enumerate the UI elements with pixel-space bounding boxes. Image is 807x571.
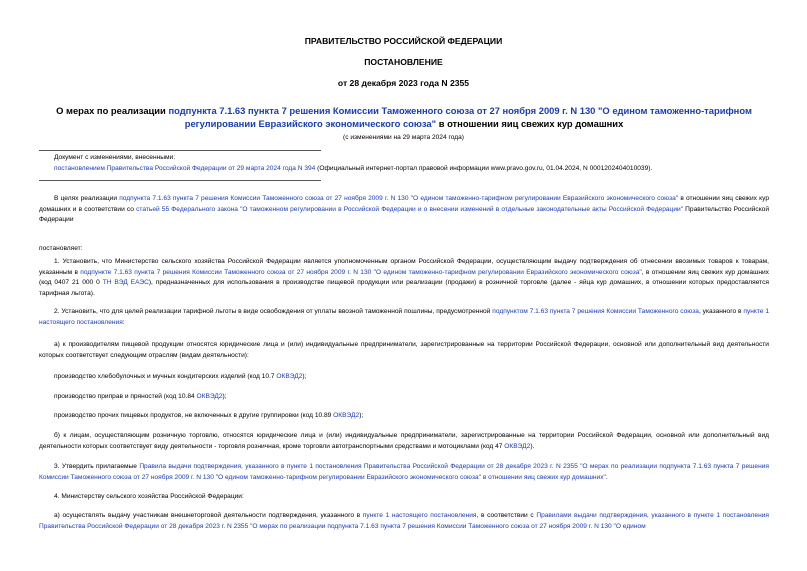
changes-block xyxy=(39,153,769,174)
bakery-item xyxy=(39,372,769,383)
changes-source xyxy=(39,164,769,175)
p2-text-1: 2. Установить, что для целей реализации тарифной льготы в виде освобождения от уплаты ввозной таможенной пошлины, предусмотренной xyxy=(54,308,493,315)
p3-text-1: 3. Утвердить прилагаемые xyxy=(54,463,140,470)
bakery-text: производство хлебобулочных и мучных кондитерских изделий (код 10.7 xyxy=(54,373,277,380)
preamble-text-2: в отношении яиц свежих кур домашних и в соответствии со xyxy=(39,195,769,213)
preamble-link-2[interactable]: статьей 55 Федерального закона "О таможенном регулировании в Российской Федерации и о внесении изменений в отдельные законодательные акты Российской Федерации" xyxy=(136,205,684,213)
bakery-close: ); xyxy=(302,373,307,380)
amendment-link[interactable]: постановлением Правительства Российской Федерации от 29 марта 2024 года N 394 xyxy=(54,164,316,172)
spices-okved-link[interactable]: ОКВЭД2 xyxy=(196,393,223,400)
p2-text-2: , указанного в xyxy=(698,308,744,315)
p3-rules-link[interactable]: Правила выдачи подтверждения, указанного в пункте 1 постановления Правительства Российской Федерации от 28 декабря 2023 г. N 2355 "О мерах по реализации подпункта 7.1.63 пункта 7 решения Комиссии Таможенного союза от 27 ноября 2009 г. N 130 "О едином таможенно-тарифном регулировании Евразийского экономического союза" в отношении яиц свежих кур домашних" xyxy=(39,463,769,481)
paragraph-3 xyxy=(39,462,769,483)
preamble-paragraph xyxy=(39,194,769,226)
p2-text-3: : xyxy=(122,318,125,326)
preamble-link-1[interactable]: подпункта 7.1.63 пункта 7 решения Комиссии Таможенного союза от 27 ноября 2009 г. N 130 "О едином таможенно-тарифном регулировании Евразийского экономического союза" xyxy=(119,195,679,202)
title-suffix: в отношении яиц свежих кур домашних xyxy=(436,118,624,129)
p3-text-2: . xyxy=(605,473,608,481)
bakery-okved-link[interactable]: ОКВЭД2 xyxy=(276,373,303,380)
p2b-text: б) к лицам, осуществляющим розничную торговлю, относятся юридические лица и (или) индивидуальные предприниматели, зарегистрированные на территории Российской Федерации, основной или дополнительный вид деятельности которых соответствует виду деятельности - торговля розничная, кроме торговли автотранспортными средствами и мотоциклами (код 47 xyxy=(39,432,769,450)
title-link[interactable]: подпункта 7.1.63 пункта 7 решения Комиссии Таможенного союза от 27 ноября 2009 г. N 130 "О едином таможенно-тарифном регулировании Евразийского экономического союза" xyxy=(168,105,752,129)
changes-note: (с изменениями на 29 марта 2024 года) xyxy=(343,134,464,141)
divider-top xyxy=(39,150,321,151)
paragraph-4: 4. Министерству сельского хозяйства Российской Федерации: xyxy=(54,493,244,500)
preamble-text-1: В целях реализации xyxy=(54,195,120,202)
title-prefix: О мерах по реализации xyxy=(56,105,169,116)
paragraph-2 xyxy=(39,307,769,328)
spices-close: ); xyxy=(222,393,227,400)
p1-link-1[interactable]: подпункте 7.1.63 пункта 7 решения Комиссии Таможенного союза от 27 ноября 2009 г. N 130 "О едином таможенно-тарифном регулировании Евразийского экономического союза" xyxy=(80,268,642,276)
preamble-text-3: Правительство Российской Федерации xyxy=(39,205,770,224)
amendment-source: (Официальный интернет-портал правовой информации www.pravo.gov.ru, 01.04.2024, N 0001202404010039). xyxy=(315,164,653,172)
p1-text-1: 1. Установить, что Министерство сельского хозяйства Российской Федерации является уполномоченным органом Российской Федерации, осуществляющим выдачу подтверждения об отнесении ввозимых товаров к товарам, указанным в xyxy=(39,258,769,276)
p2b-okved-link[interactable]: ОКВЭД2 xyxy=(504,442,531,450)
other-okved-link[interactable]: ОКВЭД2 xyxy=(333,412,360,419)
p1-link-2[interactable]: ТН ВЭД ЕАЭС xyxy=(102,279,149,287)
divider-bottom xyxy=(39,180,321,181)
p4a-text-2: , в соответствии с xyxy=(476,512,537,519)
other-item xyxy=(39,411,769,422)
paragraph-2a: а) к производителям пищевой продукции относятся юридические лица и (или) индивидуальные предприниматели, зарегистрированные на территории Российской Федерации, основной или дополнительный вид деятельности которых соответствует следующим отраслям (видам деятельности): xyxy=(39,341,769,359)
spices-item xyxy=(39,392,769,403)
document-title xyxy=(34,104,774,130)
decree-word: постановляет: xyxy=(39,245,83,252)
p4a-text-1: а) осуществлять выдачу участникам внешнеторговой деятельности подтверждения, указанного в xyxy=(54,512,363,519)
paragraph-4a xyxy=(39,511,769,532)
p2-link-2[interactable]: пункте 1 настоящего постановления xyxy=(39,308,769,326)
other-close: ); xyxy=(359,412,364,419)
p4a-rules-link[interactable]: Правилами выдачи подтверждения, указанного в пункте 1 постановления Правительства Российской Федерации от 28 декабря 2023 г. N 2355 "О мерах по реализации подпункта 7.1.63 пункта 7 решения Комиссии Таможенного союза от 27 ноября 2009 г. N 130 "О едином xyxy=(39,512,769,530)
p4a-link-1[interactable]: пункте 1 настоящего постановления xyxy=(362,512,477,519)
spices-text: производство приправ и пряностей (код 10.84 xyxy=(54,393,197,400)
paragraph-2b xyxy=(39,431,769,452)
p1-text-2: , в отношении яиц свежих кур домашних (код 0407 21 000 0 xyxy=(39,268,769,287)
p2-link-1[interactable]: подпунктом 7.1.63 пункта 7 решения Комиссии Таможенного союза xyxy=(492,308,699,315)
paragraph-1 xyxy=(39,257,769,299)
other-text: производство прочих пищевых продуктов, не включенных в другие группировки (код 10.89 xyxy=(54,412,334,419)
government-heading: ПРАВИТЕЛЬСТВО РОССИЙСКОЙ ФЕДЕРАЦИИ xyxy=(304,36,503,46)
changes-intro: Документ с изменениями, внесенными: xyxy=(54,154,176,161)
document-kind: ПОСТАНОВЛЕНИЕ xyxy=(364,57,443,67)
document-date-number: от 28 декабря 2023 года N 2355 xyxy=(337,78,470,88)
p1-text-3: ), предназначенных для использования в производстве пищевой продукции или реализации (продажи) в розничной торговле (далее - яйца кур домашних, в отношении которых предоставляется тарифная льгота). xyxy=(39,279,769,297)
p2b-close: ). xyxy=(530,442,535,450)
